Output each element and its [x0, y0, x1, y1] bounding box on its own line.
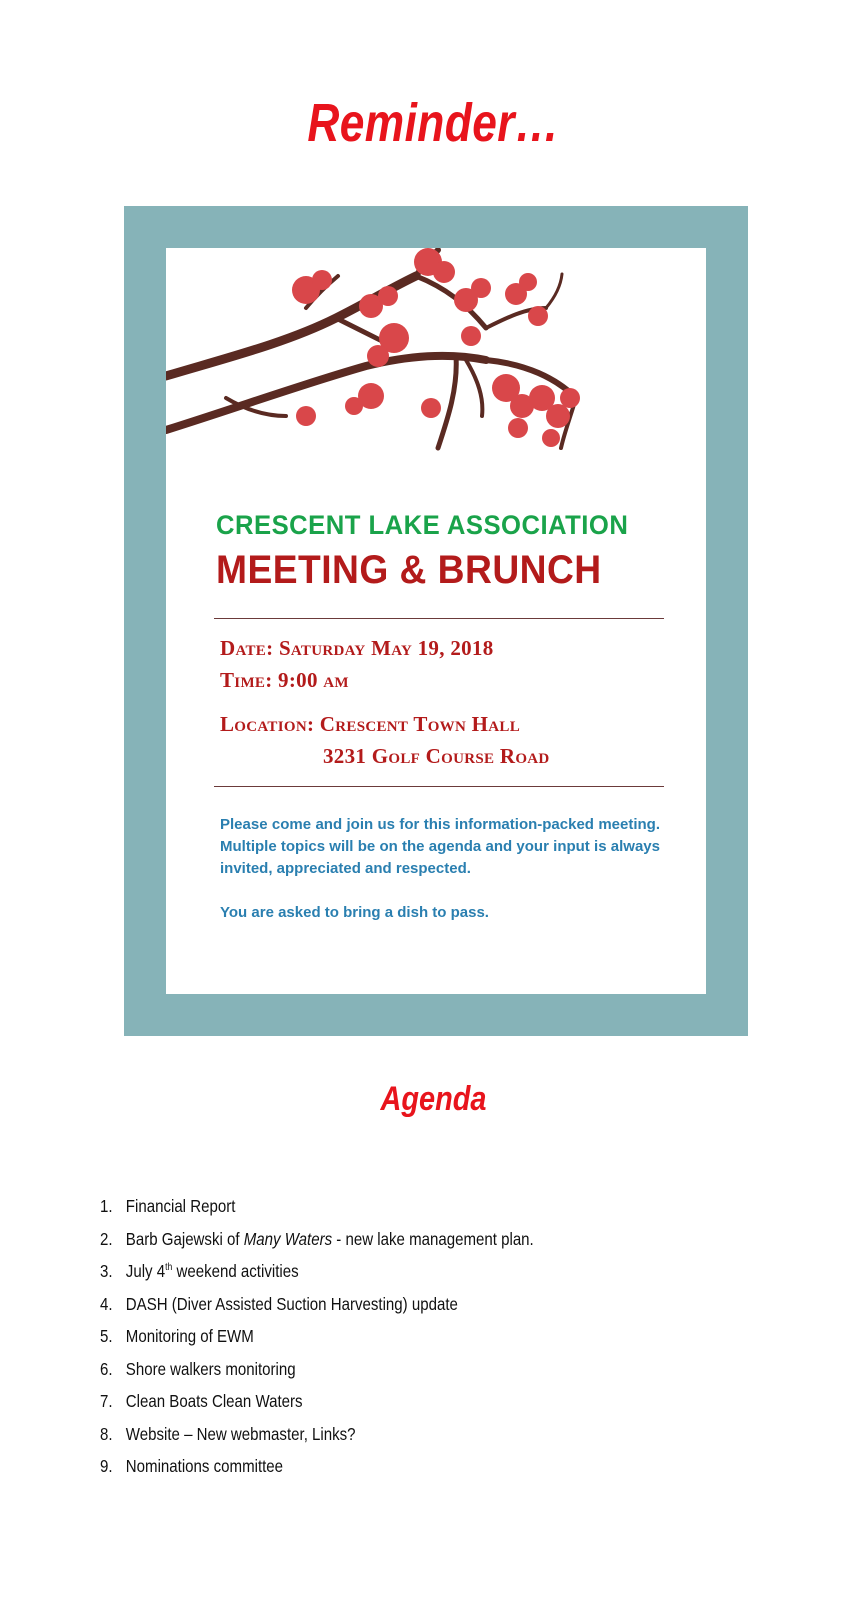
- event-address: 3231 Golf Course Road: [323, 744, 550, 768]
- agenda-item-number: 7.: [100, 1391, 113, 1411]
- event-location: Location: Crescent Town Hall: [220, 712, 521, 736]
- agenda-item-text: Barb Gajewski of: [125, 1228, 244, 1249]
- agenda-item-number: 3.: [100, 1261, 113, 1281]
- agenda-item-text: Website – New webmaster, Links?: [125, 1423, 356, 1444]
- association-name: CRESCENT LAKE ASSOCIATION: [216, 510, 629, 540]
- agenda-item-text: Nominations committee: [125, 1456, 284, 1476]
- agenda-list: [100, 1196, 604, 1489]
- divider-bottom: [214, 786, 664, 787]
- agenda-item-text: Financial Report: [125, 1196, 236, 1216]
- agenda-item-number: 4.: [100, 1293, 113, 1314]
- agenda-item-text: Clean Boats Clean Waters: [125, 1391, 303, 1411]
- invitation-text: Please come and join us for this information-packed meeting. Multiple topics will be on the agenda and your input is always invited, appreciated and respected.: [220, 816, 660, 877]
- agenda-item: [100, 1261, 534, 1294]
- agenda-item: [100, 1196, 534, 1229]
- agenda-item: [100, 1456, 534, 1489]
- flyer-frame: [124, 206, 748, 1036]
- agenda-item-number: 2.: [100, 1228, 113, 1249]
- agenda-item-text: July 4: [125, 1261, 166, 1281]
- agenda-item-number: 1.: [100, 1196, 113, 1216]
- agenda-heading: Agenda: [380, 1080, 487, 1118]
- agenda-item-text: Monitoring of EWM: [125, 1326, 254, 1346]
- agenda-item-emphasis: Many Waters: [243, 1228, 333, 1249]
- event-time: Time: 9:00 am: [220, 668, 349, 692]
- agenda-item-number: 9.: [100, 1456, 113, 1476]
- event-title: MEETING & BRUNCH: [216, 548, 602, 592]
- agenda-item: [100, 1391, 534, 1424]
- event-date: Date: Saturday May 19, 2018: [220, 636, 494, 660]
- agenda-item-superscript: th: [165, 1262, 173, 1274]
- dish-note: You are asked to bring a dish to pass.: [220, 904, 489, 921]
- agenda-item-number: 8.: [100, 1423, 113, 1444]
- flyer-card: [166, 248, 706, 994]
- divider-top: [214, 618, 664, 619]
- agenda-item: [100, 1424, 534, 1457]
- agenda-item: [100, 1229, 534, 1262]
- agenda-item-text: weekend activities: [172, 1261, 299, 1281]
- agenda-item-text: Shore walkers monitoring: [125, 1358, 296, 1379]
- agenda-item: [100, 1294, 534, 1327]
- reminder-heading: Reminder…: [307, 93, 560, 153]
- agenda-item-text: - new lake management plan.: [332, 1228, 534, 1249]
- agenda-item: [100, 1359, 534, 1392]
- agenda-item-text: DASH (Diver Assisted Suction Harvesting) update: [125, 1293, 458, 1314]
- blossom-branch-illustration: [166, 248, 706, 488]
- agenda-item-number: 5.: [100, 1326, 113, 1346]
- agenda-item: [100, 1326, 534, 1359]
- agenda-item-number: 6.: [100, 1358, 113, 1379]
